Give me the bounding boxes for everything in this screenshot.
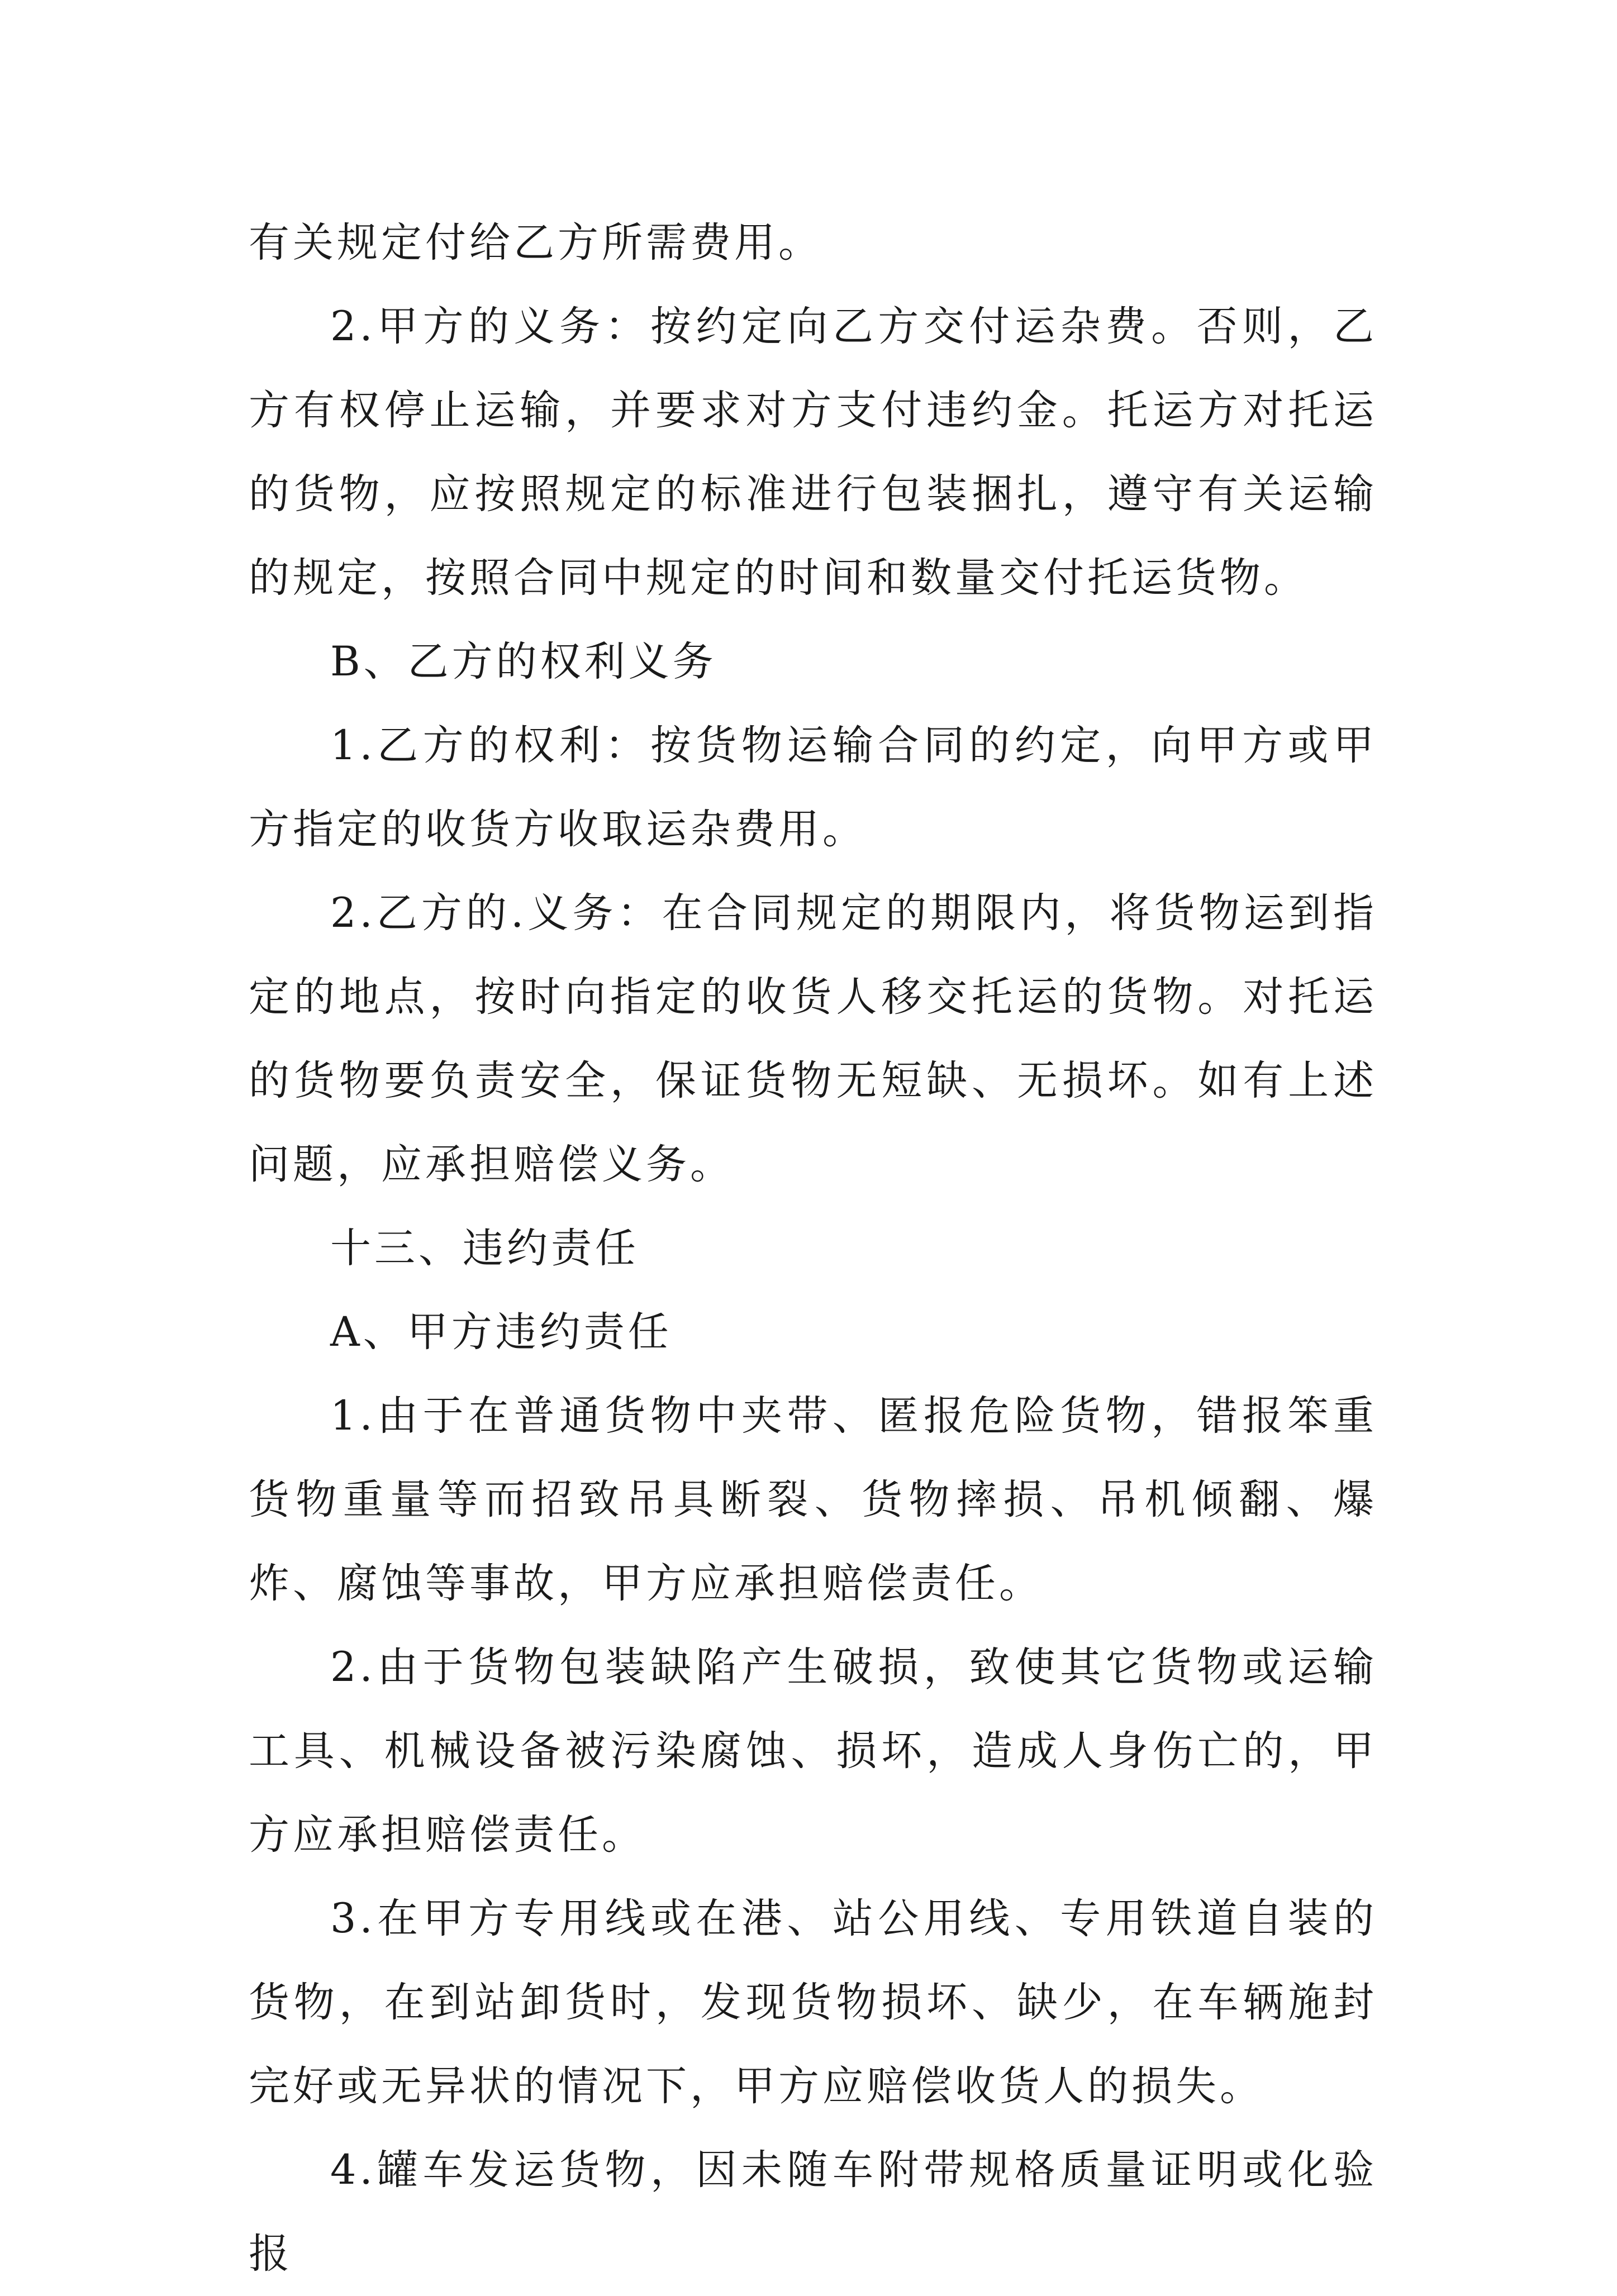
paragraph-6: 2.由于货物包装缺陷产生破损，致使其它货物或运输工具、机械设备被污染腐蚀、损坏，造成人身伤亡的，甲方应承担赔偿责任。	[249, 1644, 1377, 1859]
section-heading-b: B、乙方的权利义务	[330, 638, 717, 685]
paragraph-5: 1.由于在普通货物中夹带、匿报危险货物，错报笨重货物重量等而招致吊具断裂、货物摔损、吊机倾翻、爆炸、腐蚀等事故，甲方应承担赔偿责任。	[249, 1392, 1377, 1607]
paragraph-1: 有关规定付给乙方所需费用。	[249, 219, 822, 266]
paragraph-2: 2.甲方的义务：按约定向乙方交付运杂费。否则，乙方有权停止运输，并要求对方支付违约金。托运方对托运的货物，应按照规定的标准进行包装捆扎，遵守有关运输的规定，按照合同中规定的时间和数量交付托运货物。	[249, 303, 1377, 602]
document-body	[249, 201, 1377, 2296]
paragraph-4: 2.乙方的.义务：在合同规定的期限内，将货物运到指定的地点，按时向指定的收货人移交托运的货物。对托运的货物要负责安全，保证货物无短缺、无损坏。如有上述问题，应承担赔偿义务。	[249, 889, 1377, 1188]
paragraph-8: 4.罐车发运货物，因未随车附带规格质量证明或化验报	[249, 2146, 1377, 2278]
chapter-heading-13: 十三、违约责任	[330, 1225, 639, 1272]
paragraph-7: 3.在甲方专用线或在港、站公用线、专用铁道自装的货物，在到站卸货时，发现货物损坏、缺少，在车辆施封完好或无异状的情况下，甲方应赔偿收货人的损失。	[249, 1895, 1377, 2110]
section-heading-a: A、甲方违约责任	[330, 1308, 672, 1356]
paragraph-3: 1.乙方的权利：按货物运输合同的约定，向甲方或甲方指定的收货方收取运杂费用。	[249, 722, 1377, 853]
